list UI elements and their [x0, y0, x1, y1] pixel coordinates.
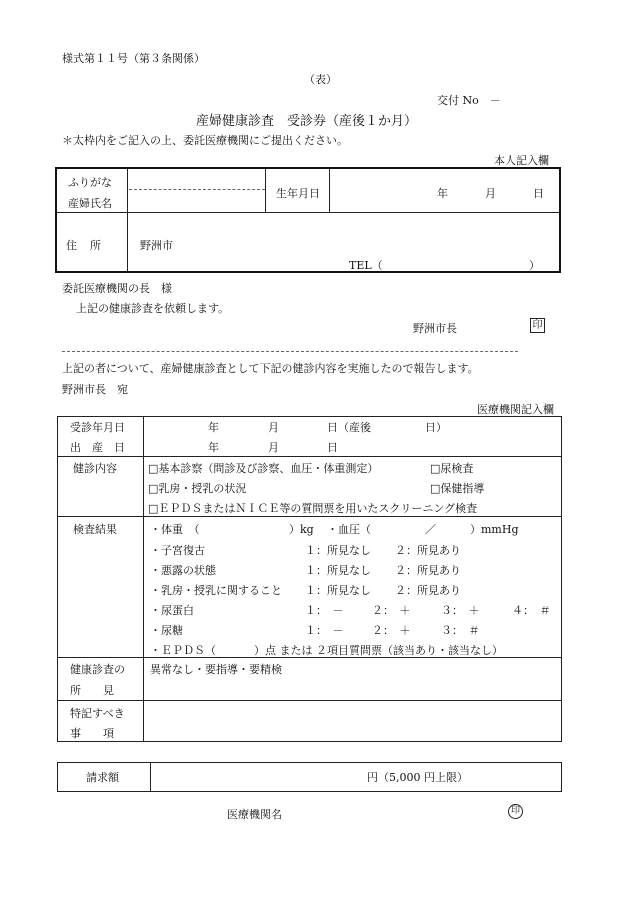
- birth-month: 月: [268, 441, 279, 454]
- bp-label[interactable]: ・血圧（: [327, 523, 371, 536]
- protein-label: ・尿蛋白: [150, 604, 194, 617]
- finding-label-1: 健康診査の: [70, 663, 125, 676]
- weight-label[interactable]: ・体重 （: [150, 523, 200, 536]
- instruction-note: ＊太枠内をご記入の上、委託医療機関にご提出ください。: [62, 134, 348, 147]
- birth-day: 日: [327, 441, 338, 454]
- billing-label: 請求額: [86, 771, 119, 784]
- bp-slash: ／: [425, 523, 436, 536]
- name-field[interactable]: [130, 192, 264, 210]
- checkbox-screening[interactable]: □ＥＰＤＳまたはＮＩＣＥ等の質問票を用いたスクリーニング検査: [148, 502, 478, 515]
- clinic-name-label: 医療機関名: [227, 808, 282, 821]
- self-fill-label: 本人記入欄: [494, 154, 549, 167]
- address-value[interactable]: 野洲市: [140, 239, 173, 252]
- clinic-seal-icon: 印: [508, 804, 523, 819]
- birth-date-label: 出 産 日: [70, 441, 125, 454]
- report-recipient: 野洲市長 宛: [62, 383, 128, 396]
- clinic-fill-label: 医療機関記入欄: [477, 403, 554, 416]
- uterus-opt-none[interactable]: １：所見なし: [305, 544, 371, 557]
- content-label: 健診内容: [73, 462, 117, 475]
- divider: [265, 169, 266, 213]
- visit-day: 日（産後: [327, 421, 371, 434]
- epds-rest: ）点 または ２項目質問票（該当あり・該当なし）: [254, 644, 503, 657]
- uterus-opt-found[interactable]: ２：所見あり: [395, 544, 461, 557]
- furigana-field[interactable]: [130, 172, 264, 188]
- divider: [57, 212, 559, 213]
- tel-close: ）: [529, 259, 540, 272]
- address-label: 住 所: [66, 239, 102, 252]
- front-side-label: （表）: [304, 73, 337, 86]
- mayor-seal-icon: 印: [530, 318, 545, 333]
- mayor-label: 野洲市長: [413, 322, 457, 335]
- sugar-opt-2[interactable]: ２： ＋: [372, 624, 411, 637]
- checkbox-breast-status[interactable]: □乳房・授乳の状況: [148, 482, 247, 495]
- lochia-label: ・悪露の状態: [150, 564, 216, 577]
- finding-label-2: 所 見: [70, 684, 114, 697]
- request-recipient: 委託医療機関の長 様: [62, 282, 172, 295]
- divider: [57, 456, 561, 457]
- billing-value[interactable]: 円（5,000 円上限）: [367, 771, 468, 784]
- document-title: 産婦健康診査 受診券（産後１か月）: [196, 114, 418, 129]
- special-notes-field[interactable]: [146, 702, 558, 738]
- bp-unit: ）mmHg: [470, 523, 519, 536]
- lochia-opt-found[interactable]: ２：所見あり: [395, 564, 461, 577]
- dob-year: 年: [437, 187, 448, 200]
- request-body: 上記の健康診査を依頼します。: [76, 302, 230, 315]
- uterus-label: ・子宮復古: [150, 544, 205, 557]
- dob-label: 生年月日: [276, 187, 320, 200]
- breast-opt-found[interactable]: ２：所見あり: [395, 584, 461, 597]
- divider: [127, 169, 128, 271]
- dob-month: 月: [485, 187, 496, 200]
- protein-opt-2[interactable]: ２： ＋: [372, 604, 411, 617]
- visit-day-close: 日）: [425, 421, 447, 434]
- form-number: 様式第１１号（第３条関係）: [62, 52, 205, 65]
- report-body: 上記の者について、産婦健康診査として下記の健診内容を実施したので報告します。: [62, 362, 479, 375]
- birth-year: 年: [208, 441, 219, 454]
- divider: [150, 762, 151, 791]
- protein-opt-3[interactable]: ３： ＋: [441, 604, 480, 617]
- name-label: 産婦氏名: [68, 197, 112, 210]
- divider: [57, 700, 561, 701]
- divider: [57, 516, 561, 517]
- breast-opt-none[interactable]: １：所見なし: [305, 584, 371, 597]
- sugar-opt-1[interactable]: １： －: [305, 624, 344, 637]
- visit-date-label: 受診年月日: [70, 421, 125, 434]
- protein-opt-1[interactable]: １： －: [305, 604, 344, 617]
- visit-year: 年: [208, 421, 219, 434]
- special-label-1: 特記すべき: [70, 707, 125, 720]
- checkbox-urine-test[interactable]: □尿検査: [430, 462, 474, 475]
- cut-line: [62, 351, 518, 352]
- furigana-divider: [129, 189, 265, 190]
- lochia-opt-none[interactable]: １：所見なし: [305, 564, 371, 577]
- finding-value[interactable]: 異常なし・要指導・要精検: [150, 663, 282, 676]
- result-label: 検査結果: [73, 523, 117, 536]
- sugar-label: ・尿糖: [150, 624, 183, 637]
- issue-number: 交付 No －: [437, 94, 501, 107]
- breast-label: ・乳房・授乳に関すること: [150, 584, 282, 597]
- protein-opt-4[interactable]: ４： ＃: [512, 604, 551, 617]
- furigana-label: ふりがな: [68, 176, 112, 189]
- checkbox-health-guidance[interactable]: □保健指導: [430, 482, 485, 495]
- divider: [143, 416, 144, 741]
- weight-unit: ）kg: [289, 523, 314, 536]
- divider: [329, 169, 330, 213]
- billing-table: [57, 762, 562, 792]
- special-label-2: 事 項: [70, 727, 114, 740]
- tel-label[interactable]: TEL（: [349, 259, 383, 272]
- epds-label[interactable]: ・ＥＰＤＳ（: [150, 644, 216, 657]
- checkbox-basic-exam[interactable]: □基本診察（問診及び診察、血圧・体重測定）: [148, 462, 379, 475]
- dob-day: 日: [533, 187, 544, 200]
- visit-month: 月: [268, 421, 279, 434]
- sugar-opt-3[interactable]: ３： ＃: [441, 624, 480, 637]
